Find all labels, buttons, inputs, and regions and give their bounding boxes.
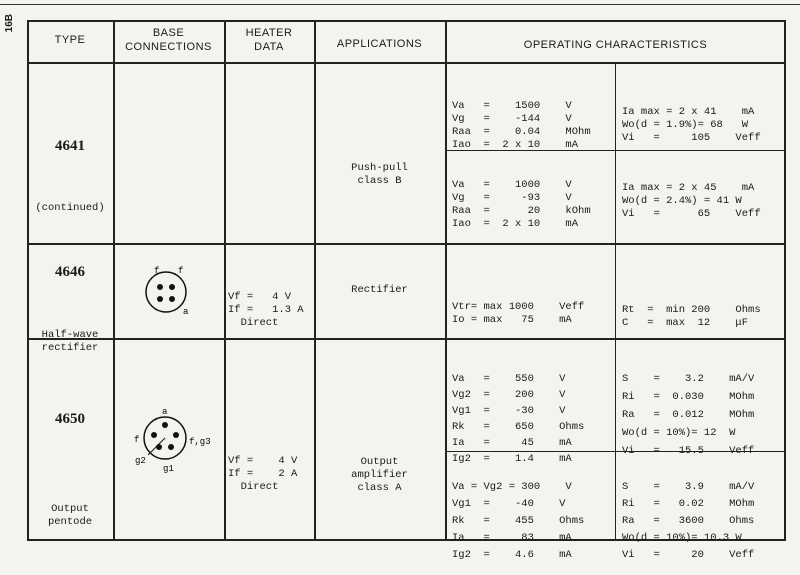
op-4650-b-right: S = 3.9 mA/V Ri = 0.02 MOhm Ra = 3600 Ohms Wo(d = 10%)= 10.3 W Vi = 20 Veff: [622, 481, 755, 561]
header-applications: APPLICATIONS: [336, 38, 423, 50]
op-4650-b-left: Va = Vg2 = 300 V Vg1 = -40 V Rk = 455 Ohms Ia = 83 mA Ig2 = 4.6 mA: [452, 481, 585, 561]
header-rule: [27, 62, 786, 64]
pin-f1-label: f: [154, 266, 160, 276]
type-4641: 4641: [55, 138, 85, 154]
op-4641-a-right: Ia max = 2 x 41 mA Wo(d = 1.9%)= 68 W Vi = 105 Veff: [622, 106, 761, 144]
op-4641-b-left: Va = 1000 V Vg = -93 V Raa = 20 kOhm Iao = 2 x 10 mA: [452, 179, 591, 230]
base-diagram-4646: [140, 262, 200, 322]
type-4641-note: (continued): [35, 202, 105, 214]
application-4641: Push-pull class B: [351, 162, 408, 187]
header-base: BASE CONNECTIONS: [125, 27, 212, 53]
op-4641-b-right: Ia max = 2 x 45 mA Wo(d = 2.4%) = 41 W Vi = 65 Veff: [622, 182, 761, 220]
header-operating: OPERATING CHARACTERISTICS: [523, 39, 708, 51]
page-number: 16B: [4, 14, 15, 33]
pin-a: [169, 296, 175, 302]
pin-f2: [173, 432, 179, 438]
pin-a-label: a: [162, 407, 168, 417]
tube-base-circle: [146, 272, 186, 312]
col-rule-4: [445, 20, 447, 541]
pin-g1-label: g1: [163, 464, 174, 474]
heater-4646: Vf = 4 V If = 1.3 A Direct: [228, 291, 304, 329]
pin-g2: [156, 444, 162, 450]
type-4650-desc: Output pentode: [47, 503, 93, 528]
type-4646: 4646: [55, 264, 85, 280]
pin-a-label: a: [183, 307, 189, 317]
pin-f2: [169, 284, 175, 290]
col-rule-5: [615, 62, 616, 541]
op-4641-a-left: Va = 1500 V Vg = -144 V Raa = 0.04 MOhm Iao = 2 x 10 mA: [452, 100, 591, 151]
pin-f1: [157, 284, 163, 290]
application-4646: Rectifier: [351, 284, 408, 296]
application-4650: Output amplifier class A: [351, 456, 408, 494]
type-4646-desc: Half-wave rectifier: [41, 329, 99, 354]
top-rule: [0, 4, 800, 5]
pin-g1: [168, 444, 174, 450]
base-diagram-4650: [128, 400, 213, 475]
col-rule-1: [113, 20, 115, 541]
pin-f1-label: f: [134, 435, 140, 445]
pin-f2-label: f: [178, 266, 184, 276]
g2-leader: [148, 438, 165, 455]
col-rule-2: [224, 20, 226, 541]
op-4650-a-left: Va = 550 V Vg2 = 200 V Vg1 = -30 V Rk = 650 Ohms Ia = 45 mA Ig2 = 1.4 mA: [452, 373, 585, 465]
pin-a: [162, 422, 168, 428]
op-4650-a-right: S = 3.2 mA/V Ri = 0.030 MOhm Ra = 0.012 MOhm Wo(d = 10%)= 12 W Vi = 15.5 Veff: [622, 373, 755, 457]
row-rule-1: [27, 243, 786, 245]
heater-4650: Vf = 4 V If = 2 A Direct: [228, 455, 298, 493]
header-type: TYPE: [54, 34, 86, 46]
pin-f1: [151, 432, 157, 438]
pin-f2-label: f,g3: [189, 437, 211, 447]
pin-blank: [157, 296, 163, 302]
type-4650: 4650: [55, 411, 85, 427]
header-heater: HEATER DATA: [245, 27, 293, 53]
pin-g2-label: g2: [135, 456, 146, 466]
op-4646-left: Vtr= max 1000 Veff Io = max 75 mA: [452, 301, 585, 326]
op-4646-right: Rt = min 200 Ohms C = max 12 μF: [622, 304, 761, 329]
